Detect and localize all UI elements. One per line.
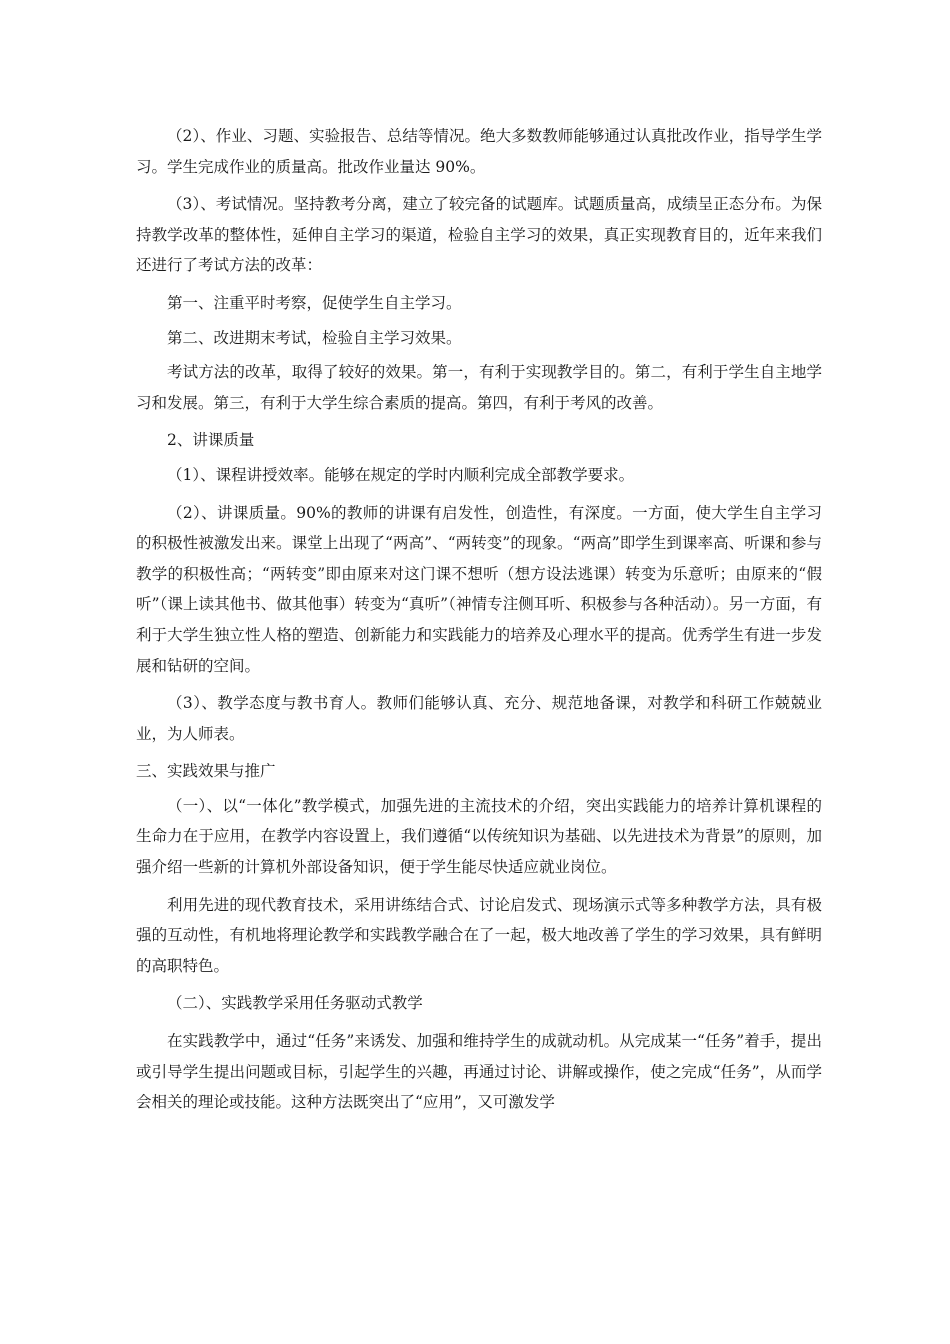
paragraph-exam: （3）、考试情况。坚持教考分离，建立了较完备的试题库。试题质量高，成绩呈正态分布。为保持教学改革的整体性，延伸自主学习的渠道，检验自主学习的效果，真正实现教育目的，近年来我们还进行了考试方法的改革：: [136, 195, 822, 275]
paragraph-exam-reform-effect: 考试方法的改革，取得了较好的效果。第一，有利于实现教学目的。第二，有利于学生自主地学习和发展。第三，有利于大学生综合素质的提高。第四，有利于考风的改善。: [136, 363, 822, 412]
paragraph-lecture-efficiency: （1）、课程讲授效率。能够在规定的学时内顺利完成全部教学要求。: [167, 465, 635, 484]
section-heading-practice: 三、实践效果与推广: [136, 762, 276, 781]
section-heading-lecture-quality: 2、讲课质量: [167, 431, 255, 450]
paragraph-integrated-model: （一）、以“一体化”教学模式，加强先进的主流技术的介绍，突出实践能力的培养计算机课程的生命力在于应用，在教学内容设置上，我们遵循“以传统知识为基础、以先进技术为背景”的原则，加强介绍一些新的计算机外部设备知识，便于学生能尽快适应就业岗位。: [136, 796, 822, 877]
paragraph-exam-point-1: 第一、注重平时考察，促使学生自主学习。: [167, 293, 462, 312]
section-heading-task-driven: （二）、实践教学采用任务驱动式教学: [167, 994, 423, 1013]
paragraph-homework: （2）、作业、习题、实验报告、总结等情况。绝大多数教师能够通过认真批改作业，指导学生学习。学生完成作业的质量高。批改作业量达 90%。: [136, 127, 822, 176]
paragraph-modern-technology: 利用先进的现代教育技术，采用讲练结合式、讨论启发式、现场演示式等多种教学方法，具有极强的互动性，有机地将理论教学和实践教学融合在了一起，极大地改善了学生的学习效果，具有鲜明的高职特色。: [136, 895, 822, 975]
paragraph-lecture-quality: （2）、讲课质量。90%的教师的讲课有启发性，创造性，有深度。一方面，使大学生自主学习的积极性被激发出来。课堂上出现了“两高”、“两转变”的现象。“两高”即学生到课率高、听课和参与教学的积极性高；“两转变”即由原来对这门课不想听（想方设法逃课）转变为乐意听；由原来的“假听”（课上读其他书、做其他事）转变为“真听”（神情专注侧耳听、积极参与各种活动）。另一方面，有利于大学生独立性人格的塑造、创新能力和实践能力的培养及心理水平的提高。优秀学生有进一步发展和钻研的空间。: [136, 503, 822, 675]
document-body: [136, 121, 822, 1125]
paragraph-task-driven: 在实践教学中，通过“任务”来诱发、加强和维持学生的成就动机。从完成某一“任务”着手，提出或引导学生提出问题或目标，引起学生的兴趣，再通过讨论、讲解或操作，使之完成“任务”，从而学会相关的理论或技能。这种方法既突出了“应用”，又可激发学: [136, 1032, 822, 1112]
paragraph-teaching-attitude: （3）、教学态度与教书育人。教师们能够认真、充分、规范地备课，对教学和科研工作兢兢业业，为人师表。: [136, 694, 822, 743]
paragraph-exam-point-2: 第二、改进期末考试，检验自主学习效果。: [167, 328, 462, 347]
